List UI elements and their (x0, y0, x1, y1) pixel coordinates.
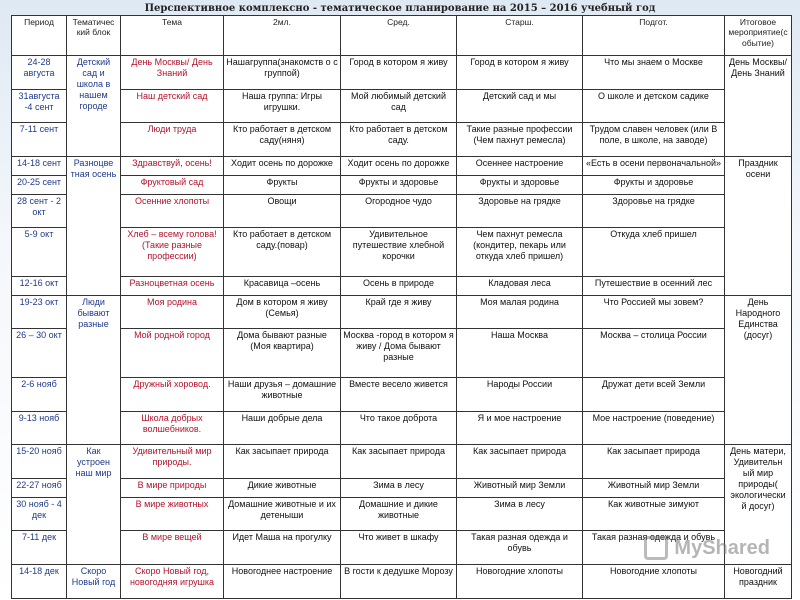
header-event: Итоговое мероприятие(с обытие) (725, 16, 792, 56)
group-2ml-cell: Фрукты (224, 175, 341, 194)
group-podgot-cell: Такая разная одежда и обувь (583, 531, 725, 565)
group-starsh-cell: Животный мир Земли (457, 478, 583, 497)
final-event-cell: Новогодний праздник (725, 565, 792, 599)
group-2ml-cell: Красавица –осень (224, 276, 341, 295)
group-sred-cell: В гости к дедушке Морозу (341, 565, 457, 599)
group-2ml-cell: Кто работает в детском саду(няня) (224, 123, 341, 157)
group-podgot-cell: Мое настроение (поведение) (583, 411, 725, 445)
group-starsh-cell: Наша Москва (457, 329, 583, 378)
table-row (12, 175, 792, 194)
final-event-cell: День матери, Удивительн ый мир природы( экологически й досуг) (725, 445, 792, 565)
period-cell: 20-25 сент (12, 175, 67, 194)
topic-cell: В мире животных (121, 497, 224, 531)
group-sred-cell: Что такое доброта (341, 411, 457, 445)
group-sred-cell: Кто работает в детском саду. (341, 123, 457, 157)
topic-cell: Дружный хоровод. (121, 377, 224, 411)
table-row (12, 565, 792, 599)
group-podgot-cell: Что мы знаем о Москве (583, 56, 725, 90)
group-starsh-cell: Новогодние хлопоты (457, 565, 583, 599)
group-sred-cell: Мой любимый детский сад (341, 89, 457, 123)
table-row (12, 478, 792, 497)
table-row (12, 497, 792, 531)
topic-cell: Осенние хлопоты (121, 194, 224, 228)
table-row (12, 445, 792, 479)
group-podgot-cell: Путешествие в осенний лес (583, 276, 725, 295)
group-sred-cell: Зима в лесу (341, 478, 457, 497)
group-sred-cell: Как засыпает природа (341, 445, 457, 479)
group-podgot-cell: Москва – столица России (583, 329, 725, 378)
group-starsh-cell: Чем пахнут ремесла (кондитер, пекарь или откуда хлеб пришел) (457, 228, 583, 277)
group-2ml-cell: Дом в котором я живу (Семья) (224, 295, 341, 329)
topic-cell: Моя родина (121, 295, 224, 329)
theme-block-cell: Люди бывают разные (67, 295, 121, 445)
header-period: Период (12, 16, 67, 56)
group-sred-cell: Что живет в шкафу (341, 531, 457, 565)
period-cell: 30 нояб - 4 дек (12, 497, 67, 531)
group-2ml-cell: Наши добрые дела (224, 411, 341, 445)
group-2ml-cell: Ходит осень по дорожке (224, 157, 341, 176)
group-podgot-cell: Новогодние хлопоты (583, 565, 725, 599)
header-topic: Тема (121, 16, 224, 56)
group-podgot-cell: Фрукты и здоровье (583, 175, 725, 194)
page-title: Перспективное комплексно - тематическое планирование на 2015 – 2016 учебный год (144, 3, 656, 14)
header-podgot: Подгот. (583, 16, 725, 56)
topic-cell: Люди труда (121, 123, 224, 157)
topic-cell: В мире вещей (121, 531, 224, 565)
table-row (12, 228, 792, 277)
theme-block-cell: Детский сад и школа в нашем городе (67, 56, 121, 157)
table-row (12, 531, 792, 565)
group-2ml-cell: Новогоднее настроение (224, 565, 341, 599)
period-cell: 31августа -4 сент (12, 89, 67, 123)
period-cell: 28 сент - 2 окт (12, 194, 67, 228)
table-row (12, 89, 792, 123)
group-2ml-cell: Нашагруппа(знакомств о с группой) (224, 56, 341, 90)
header-sred: Сред. (341, 16, 457, 56)
group-starsh-cell: Кладовая леса (457, 276, 583, 295)
final-event-cell: День Народного Единства (досуг) (725, 295, 792, 445)
period-cell: 14-18 сент (12, 157, 67, 176)
group-sred-cell: Фрукты и здоровье (341, 175, 457, 194)
period-cell: 7-11 дек (12, 531, 67, 565)
group-podgot-cell: Трудом славен человек (или В поле, в школе, на заводе) (583, 123, 725, 157)
topic-cell: День Москвы/ День Знаний (121, 56, 224, 90)
group-sred-cell: Удивительное путешествие хлебной корочки (341, 228, 457, 277)
header-starsh: Старш. (457, 16, 583, 56)
group-starsh-cell: Осеннее настроение (457, 157, 583, 176)
group-starsh-cell: Такие разные профессии (Чем пахнут ремесла) (457, 123, 583, 157)
topic-cell: Фруктовый сад (121, 175, 224, 194)
group-sred-cell: Ходит осень по дорожке (341, 157, 457, 176)
group-sred-cell: Домашние и дикие животные (341, 497, 457, 531)
group-starsh-cell: Детский сад и мы (457, 89, 583, 123)
topic-cell: Скоро Новый год, новогодняя игрушка (121, 565, 224, 599)
group-podgot-cell: Дружат дети всей Земли (583, 377, 725, 411)
planning-table-body (12, 56, 792, 599)
group-sred-cell: Огородное чудо (341, 194, 457, 228)
group-starsh-cell: Как засыпает природа (457, 445, 583, 479)
period-cell: 7-11 сент (12, 123, 67, 157)
group-sred-cell: Осень в природе (341, 276, 457, 295)
topic-cell: Хлеб – всему голова! (Такие разные профессии) (121, 228, 224, 277)
final-event-cell: День Москвы/ День Знаний (725, 56, 792, 157)
planning-table (11, 15, 792, 599)
group-2ml-cell: Домашние животные и их детеныши (224, 497, 341, 531)
period-cell: 15-20 нояб (12, 445, 67, 479)
topic-cell: Удивительный мир природы. (121, 445, 224, 479)
period-cell: 12-16 окт (12, 276, 67, 295)
table-row (12, 157, 792, 176)
group-starsh-cell: Такая разная одежда и обувь (457, 531, 583, 565)
group-podgot-cell: «Есть в осени первоначальной» (583, 157, 725, 176)
theme-block-cell: Разноцве тная осень (67, 157, 121, 296)
group-2ml-cell: Дикие животные (224, 478, 341, 497)
group-podgot-cell: О школе и детском садике (583, 89, 725, 123)
period-cell: 19-23 окт (12, 295, 67, 329)
table-row (12, 123, 792, 157)
theme-block-cell: Как устроен наш мир (67, 445, 121, 565)
group-podgot-cell: Откуда хлеб пришел (583, 228, 725, 277)
table-row (12, 56, 792, 90)
group-podgot-cell: Животный мир Земли (583, 478, 725, 497)
period-cell: 26 – 30 окт (12, 329, 67, 378)
header-2ml: 2мл. (224, 16, 341, 56)
table-row (12, 329, 792, 378)
group-podgot-cell: Здоровье на грядке (583, 194, 725, 228)
topic-cell: Школа добрых волшебников. (121, 411, 224, 445)
period-cell: 24-28 августа (12, 56, 67, 90)
group-starsh-cell: Здоровье на грядке (457, 194, 583, 228)
table-row (12, 377, 792, 411)
group-starsh-cell: Моя малая родина (457, 295, 583, 329)
watermark-text: MyShared (674, 536, 770, 559)
theme-block-cell: Скоро Новый год (67, 565, 121, 599)
topic-cell: Наш детский сад (121, 89, 224, 123)
table-row (12, 194, 792, 228)
final-event-cell: Праздник осени (725, 157, 792, 296)
group-podgot-cell: Как засыпает природа (583, 445, 725, 479)
group-podgot-cell: Как животные зимуют (583, 497, 725, 531)
group-podgot-cell: Что Россией мы зовем? (583, 295, 725, 329)
group-starsh-cell: Народы России (457, 377, 583, 411)
group-starsh-cell: Город в котором я живу (457, 56, 583, 90)
group-sred-cell: Край где я живу (341, 295, 457, 329)
group-sred-cell: Москва -город в котором я живу / Дома бывают разные (341, 329, 457, 378)
period-cell: 2-6 нояб (12, 377, 67, 411)
header-row (12, 16, 792, 56)
group-starsh-cell: Фрукты и здоровье (457, 175, 583, 194)
period-cell: 5-9 окт (12, 228, 67, 277)
period-cell: 14-18 дек (12, 565, 67, 599)
table-row (12, 276, 792, 295)
period-cell: 9-13 нояб (12, 411, 67, 445)
group-sred-cell: Город в котором я живу (341, 56, 457, 90)
group-2ml-cell: Как засыпает природа (224, 445, 341, 479)
topic-cell: Разноцветная осень (121, 276, 224, 295)
table-row (12, 411, 792, 445)
group-starsh-cell: Я и мое настроение (457, 411, 583, 445)
group-2ml-cell: Наша группа: Игры игрушки. (224, 89, 341, 123)
group-2ml-cell: Идет Маша на прогулку (224, 531, 341, 565)
period-cell: 22-27 нояб (12, 478, 67, 497)
table-row (12, 295, 792, 329)
group-2ml-cell: Наши друзья – домашние животные (224, 377, 341, 411)
group-starsh-cell: Зима в лесу (457, 497, 583, 531)
group-2ml-cell: Овощи (224, 194, 341, 228)
header-block: Тематичес кий блок (67, 16, 121, 56)
topic-cell: Здравствуй, осень! (121, 157, 224, 176)
group-2ml-cell: Дома бывают разные (Моя квартира) (224, 329, 341, 378)
topic-cell: В мире природы (121, 478, 224, 497)
topic-cell: Мой родной город (121, 329, 224, 378)
group-sred-cell: Вместе весело живется (341, 377, 457, 411)
group-2ml-cell: Кто работает в детском саду.(повар) (224, 228, 341, 277)
